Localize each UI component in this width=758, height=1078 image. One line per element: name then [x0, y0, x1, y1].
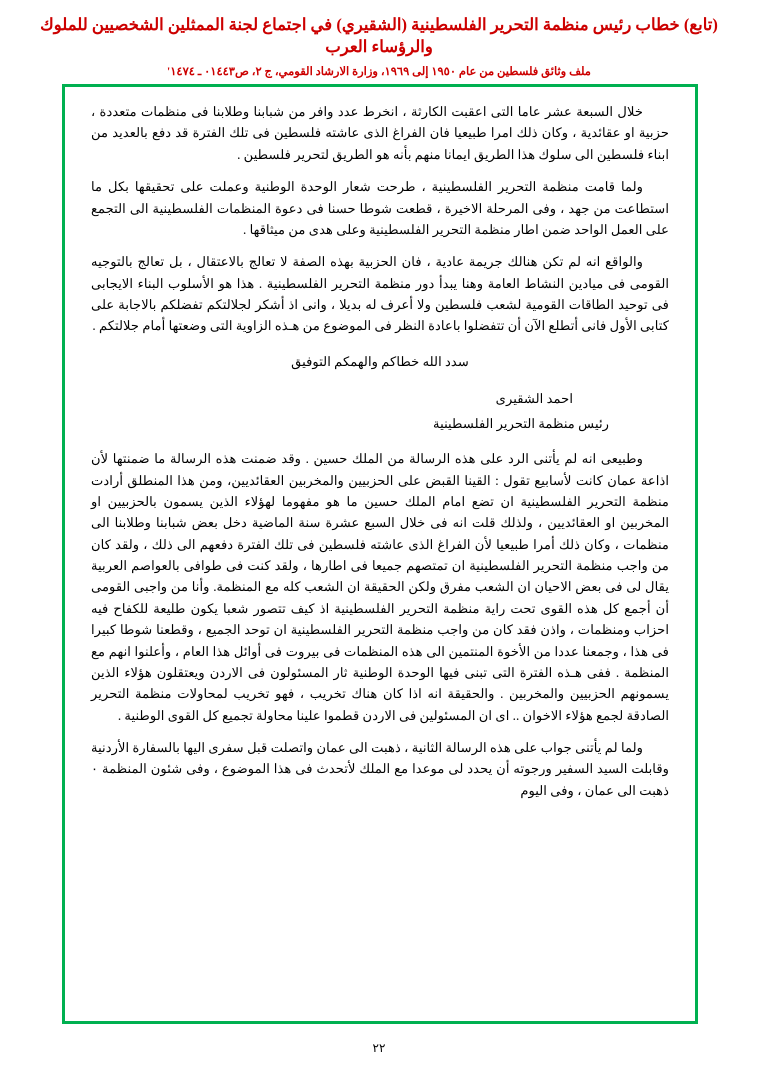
content-frame: [62, 84, 698, 1024]
closing-line: سدد الله خطاكم والهمكم التوفيق: [291, 353, 469, 369]
content-body: [65, 87, 695, 1021]
document-header: [0, 0, 758, 79]
source-citation: ملف وثائق فلسطين من عام ١٩٥٠ إلى ١٩٦٩، وزارة الارشاد القومي، ج ٢، ص٠١٤٤٣ ـ ١٤٧٤': [167, 65, 591, 78]
paragraph: خلال السبعة عشر عاما التى اعقبت الكارثة ، انخرط عدد وافر من شبابنا وطلابنا فى منظمات متعددة ، حزبية او عقائدية ، وكان ذلك امرا طبيعيا فان الفراغ الذى عاشته فلسطين فى تلك الفترة قد دفع بالعديد من ابناء فلسطين الى سلوك هذا الطريق ايمانا منهم بأنه هو الطريق لتحرير فلسطين .: [91, 104, 669, 162]
page-title: (تابع) خطاب رئيس منظمة التحرير الفلسطينية (الشقيري) في اجتماع لجنة الممثلين الشخصيين للملوك والرؤساء العرب: [40, 15, 718, 57]
paragraph: والواقع انه لم تكن هنالك جريمة عادية ، فان الحزبية بهذه الصفة لا تعالج بالاعتقال ، بل تعالج بالتوجيه القومى فى ميادين النشاط العامة وهنا يبدأ دور منظمة التحرير الفلسطينية . هذا هو الأسلوب البناء الايجابى فى توحيد الطاقات القومية لشعب فلسطين ولا أعرف له بديلا ، وانى اذ أشكر لجلالتكم تفضلكم بالاجابة على كتابى الأول فانى أتطلع الآن أن تتفضلوا باعادة النظر فى الموضوع من هـذه الزاوية التى وضعتها أمام جلالتكم .: [91, 254, 669, 334]
signature-name: احمد الشقيرى: [495, 390, 573, 406]
paragraph: ولما لم يأتنى جواب على هذه الرسالة الثانية ، ذهبت الى عمان واتصلت قبل سفرى اليها بالسفارة الأردنية وقابلت السيد السفير ورجوته أن يحدد لى موعدا مع الملك لأتحدث فى هذا الموضوع ، وفى شئون المنظمة ٠ ذهبت الى عمان ، وفى اليوم: [91, 740, 669, 798]
signature-title: رئيس منظمة التحرير الفلسطينية: [433, 416, 609, 431]
paragraph: ولما قامت منظمة التحرير الفلسطينية ، طرحت شعار الوحدة الوطنية وعملت على تحقيقها بكل ما استطاعت من جهد ، وفى المرحلة الاخيرة ، قطعت شوطا حسنا فى دعوة المنظمات الفلسطينية الى التجمع على العمل الواحد ضمن اطار منظمة التحرير الفلسطينية وعلى هدى من ميثاقها .: [91, 179, 669, 237]
paragraph: وطبيعى انه لم يأتنى الرد على هذه الرسالة من الملك حسين . وقد ضمنت هذه الرسالة ما ضمنتها لأن اذاعة عمان كانت لأسابيع تقول : القينا القبض على الحزبيين والمخربين العقائديين، ومن هذا المنطلق أرادت منظمة التحرير الفلسطينية ان تضع امام الملك حسين ما هو مفهوما لهؤلاء الذين يسمون بالحزبيين او المخربين او العقائديين ، ولذلك قلت انه فى خلال السبع عشرة سنة الماضية دخل بعض شبابنا وطلابنا الى منظمات ، وكان ذلك أمرا طبيعيا لأن الفراغ الذى عاشته فلسطين فى تلك الفترة دفعهم الى ذلك ، ولقد كان من واجب منظمة التحرير الفلسطينية ان تمتصهم جميعا فى اطارها ، ولقد كنت فى طوافى بالعواصم العربية يقال لى فى بعض الاحيان ان الشعب مفرق ولكن الحقيقة ان الشعب كله مع المنظمة. وأنا من واجبى القومى أن أجمع كل هذه القوى تحت راية منظمة التحرير الفلسطينية اذ كيف تتصور شعبا يكون طليعة للكفاح فيه احزاب ومنظمات ، واذن فقد كان من واجب منظمة التحرير الفلسطينية ان توحد الجميع ، وقطعنا شوطا كبيرا فى هذا ، وجمعنا عددا من الأخوة المنتمين الى هذه المنظمات فى بيروت فى أوائل هذا العام ، وأعلنوا انهم مع المنظمة . ففى هـذه الفترة التى تبنى فيها الوحدة الوطنية ثار المسئولون فى الاردن ويعتقلون هؤلاء الذين يسمونهم الحزبيين والمخربين . والحقيقة انه اذا كان هناك تخريب ، فهو تخريب لمحاولات منظمة التحرير الصادقة لجمع هؤلاء الاخوان .. اى ان المسئولين فى الاردن قطموا علينا محاولة تجميع كل القوى الوطنية .: [91, 451, 669, 723]
page-number: ٢٢: [372, 1041, 386, 1055]
